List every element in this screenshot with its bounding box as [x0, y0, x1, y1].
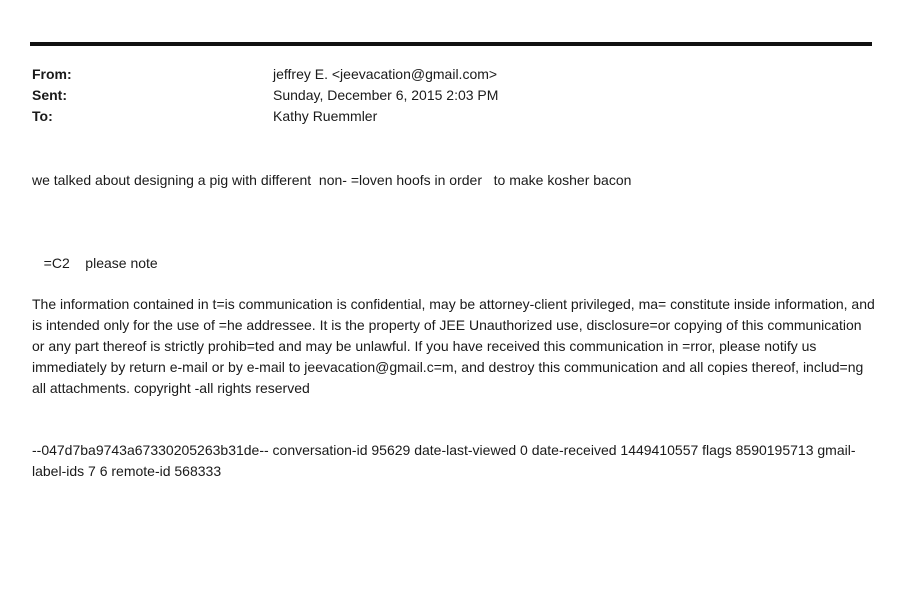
email-header [32, 64, 872, 127]
from-row [32, 64, 872, 85]
header-divider [30, 42, 872, 46]
from-label: From: [32, 66, 72, 82]
from-value: jeffrey E. <jeevacation@gmail.com> [273, 66, 498, 82]
confidentiality-disclaimer: The information contained in t=is communication is confidential, may be attorney-client privileged, ma= constitute inside information, and is intended only for the use of =he addressee. It is the property of JEE Unauthorized use, disclosure=or copying of this communication or any part thereof is strictly prohib=ted and may be unlawful. If you have received this communication in =rror, please notify us immediately by return e-mail or by e-mail to jeevacation@gmail.c=m, and destroy this communication and all copies thereof, includ=ng all attachments. copyright -all rights reserved [32, 296, 875, 396]
to-row [32, 106, 872, 127]
sent-value: Sunday, December 6, 2015 2:03 PM [273, 87, 499, 103]
email-metadata: --047d7ba9743a67330205263b31de-- conversation-id 95629 date-last-viewed 0 date-received 1449410557 flags 8590195713 gmail-label-ids 7 6 remote-id 568333 [32, 442, 856, 479]
to-value: Kathy Ruemmler [273, 108, 378, 124]
sent-row [32, 85, 872, 106]
sent-label: Sent: [32, 87, 67, 103]
email-note: =C2 please note [32, 255, 158, 271]
email-message: we talked about designing a pig with different non- =loven hoofs in order to make kosher bacon [32, 172, 632, 188]
to-label: To: [32, 108, 53, 124]
